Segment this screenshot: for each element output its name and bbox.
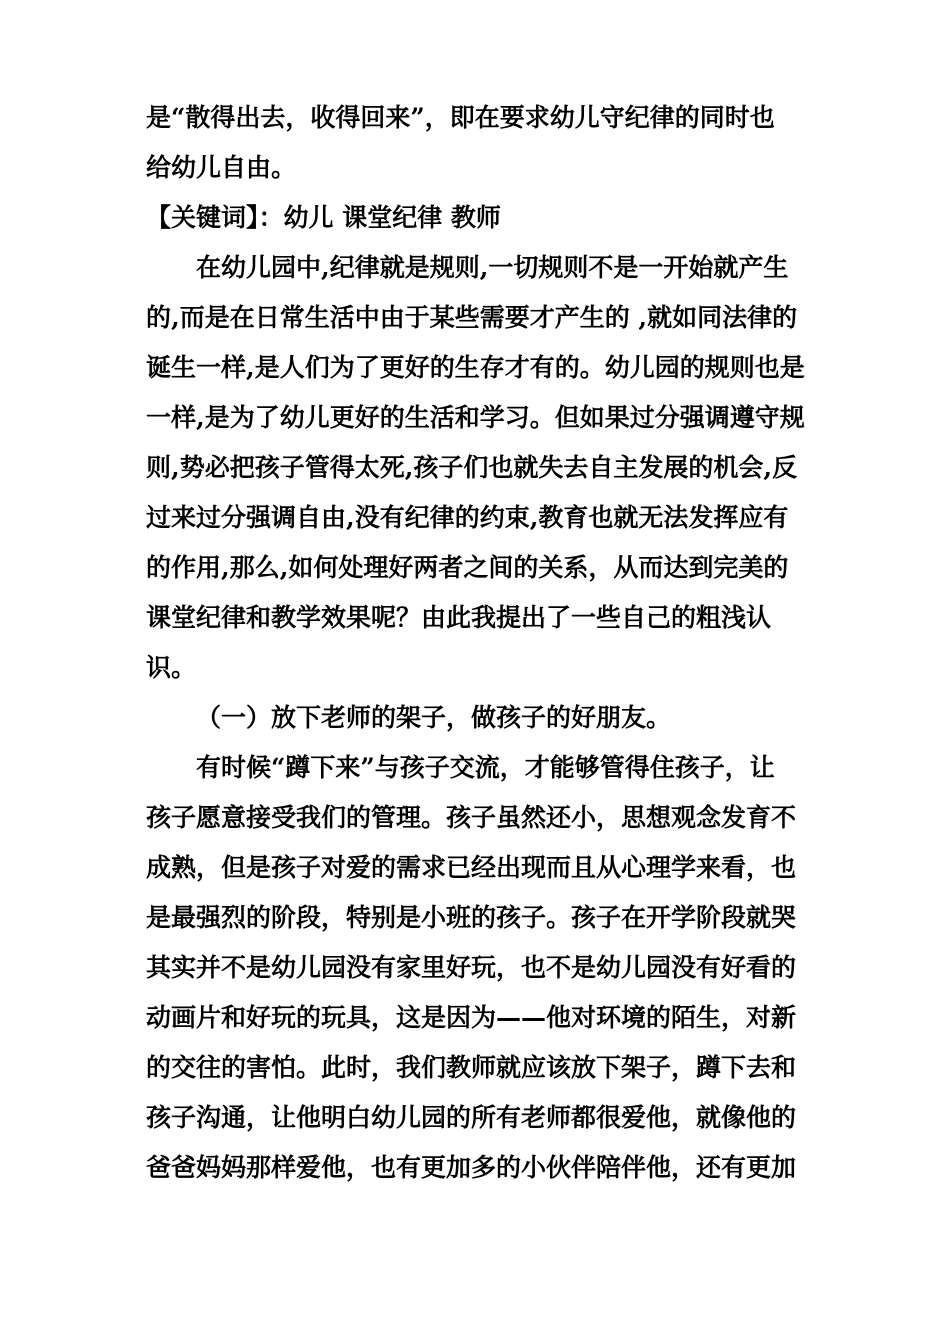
- text-line: 成熟，但是孩子对爱的需求已经出现而且从心理学来看，也: [146, 853, 797, 882]
- text-line: 的交往的害怕。此时，我们教师就应该放下架子，蹲下去和: [146, 1053, 797, 1082]
- text-line: 课堂纪律和教学效果呢？由此我提出了一些自己的粗浅认: [146, 603, 772, 632]
- text-line: 识。: [146, 653, 197, 682]
- text-line: 的,而是在日常生活中由于某些需要才产生的 ,就如同法律的: [146, 303, 798, 332]
- text-line: 一样,是为了幼儿更好的生活和学习。但如果过分强调遵守规: [146, 403, 805, 432]
- text-line: 爸爸妈妈那样爱他，也有更加多的小伙伴陪伴他，还有更加: [146, 1153, 797, 1182]
- text-line: 则,势必把孩子管得太死,孩子们也就失去自主发展的机会,反: [146, 453, 798, 482]
- text-line: 其实并不是幼儿园没有家里好玩，也不是幼儿园没有好看的: [146, 953, 797, 982]
- text-line: 是最强烈的阶段，特别是小班的孩子。孩子在开学阶段就哭: [146, 903, 797, 932]
- text-line: 有时候“蹲下来”与孩子交流，才能够管得住孩子，让: [196, 753, 775, 782]
- text-line: 诞生一样,是人们为了更好的生存才有的。幼儿园的规则也是: [146, 353, 805, 382]
- text-line: 给幼儿自由。: [146, 153, 297, 182]
- section-heading: （一）放下老师的架子，做孩子的好朋友。: [196, 703, 672, 732]
- text-line: 在幼儿园中,纪律就是规则,一切规则不是一开始就产生: [196, 253, 789, 282]
- text-line: 动画片和好玩的玩具，这是因为——他对环境的陌生，对新: [146, 1003, 797, 1032]
- text-line: 是“散得出去，收得回来”，即在要求幼儿守纪律的同时也: [146, 103, 775, 132]
- text-line: 过来过分强调自由,没有纪律的约束,教育也就无法发挥应有: [146, 503, 789, 532]
- text-line: 的作用,那么,如何处理好两者之间的关系，从而达到完美的: [146, 553, 789, 582]
- text-line: 孩子沟通，让他明白幼儿园的所有老师都很爱他，就像他的: [146, 1103, 797, 1132]
- text-line: 孩子愿意接受我们的管理。孩子虽然还小，思想观念发育不: [146, 803, 797, 832]
- keywords-line: 【关键词】：幼儿 课堂纪律 教师: [146, 203, 501, 232]
